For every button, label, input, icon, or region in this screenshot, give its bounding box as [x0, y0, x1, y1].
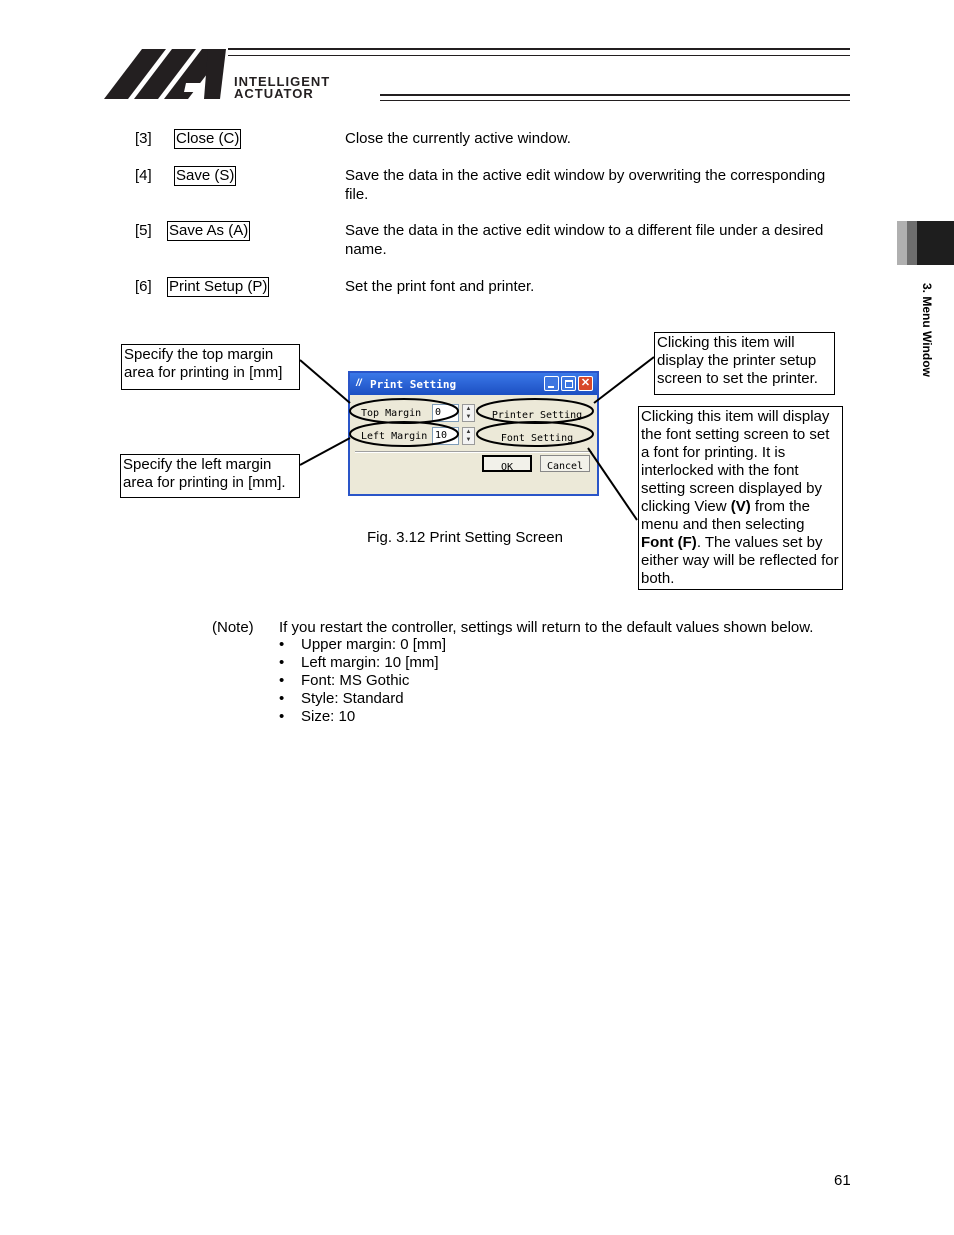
- logo: [104, 48, 850, 100]
- maximize-button[interactable]: [561, 376, 576, 391]
- dialog-title-bar: [350, 373, 597, 395]
- item-5-description: Save the data in the active edit window to a different file under a desired name.: [345, 222, 824, 258]
- callout-left-margin: Specify the left margin area for printing in [mm].: [120, 454, 300, 498]
- item-6-number: [6]: [135, 278, 152, 295]
- spinner-down-icon: ▼: [465, 437, 472, 443]
- spinner-up-icon: ▲: [465, 406, 472, 412]
- list-item: • Size: 10: [279, 708, 356, 725]
- left-margin-input[interactable]: 10: [432, 427, 459, 445]
- spinner-down-icon: ▼: [465, 414, 472, 420]
- callout-printer-setting: Clicking this item will display the printer setup screen to set the printer.: [654, 332, 835, 395]
- top-margin-spinner[interactable]: [462, 404, 475, 422]
- close-icon: ✕: [580, 377, 591, 389]
- leader-printer-setting: [594, 357, 654, 403]
- minimize-icon: [548, 386, 554, 388]
- item-3-number: [3]: [135, 130, 152, 147]
- left-margin-spinner[interactable]: [462, 427, 475, 445]
- item-4-label: Save (S): [176, 167, 235, 184]
- item-3-label: Close (C): [176, 130, 240, 147]
- logo-text-actuator: ACTUATOR: [234, 86, 314, 101]
- logo-text-intelligent: INTELLIGENT: [234, 74, 331, 89]
- dialog-title: Print Setting: [370, 378, 457, 391]
- item-4-description: Save the data in the active edit window by overwriting the corresponding file.: [345, 167, 826, 203]
- top-margin-label: Top Margin: [361, 408, 422, 419]
- minimize-button[interactable]: [544, 376, 559, 391]
- font-setting-button[interactable]: Font Setting: [500, 433, 574, 444]
- note-bullet-list: [279, 636, 446, 726]
- note-label: (Note): [212, 619, 254, 636]
- item-3-description: Close the currently active window.: [345, 130, 571, 147]
- maximize-icon: [565, 380, 573, 388]
- side-tab-label: 3. Menu Window: [920, 283, 934, 377]
- print-setting-dialog: [348, 371, 599, 496]
- callout-font-setting: Clicking this item will display the font setting screen to set a font for printing. It is interlocked with the font setting screen displayed by clicking View (V) from the menu and then selecting Font (F). The values set by either way will be reflected for both.: [638, 406, 843, 590]
- note-text: If you restart the controller, settings will return to the default values shown below.: [279, 619, 814, 636]
- ia-logo-mark: [104, 48, 228, 100]
- dialog-divider: [355, 451, 592, 453]
- figure-caption: Fig. 3.12 Print Setting Screen: [367, 529, 563, 546]
- item-4-number: [4]: [135, 167, 152, 184]
- side-tab: [897, 221, 954, 265]
- item-5-label: Save As (A): [169, 222, 249, 239]
- item-6-description: Set the print font and printer.: [345, 278, 535, 295]
- list-item: • Upper margin: 0 [mm]: [279, 636, 447, 653]
- list-item: • Left margin: 10 [mm]: [279, 654, 439, 671]
- app-icon: //: [356, 378, 362, 389]
- ok-button[interactable]: OK: [482, 455, 532, 472]
- list-item: • Style: Standard: [279, 690, 404, 707]
- top-margin-input[interactable]: 0: [432, 404, 459, 422]
- leader-left-margin: [300, 438, 350, 465]
- list-item: • Font: MS Gothic: [279, 672, 410, 689]
- page-number: 61: [834, 1172, 851, 1189]
- cancel-button[interactable]: Cancel: [540, 455, 590, 472]
- printer-setting-button[interactable]: Printer Setting: [491, 410, 583, 421]
- left-margin-label: Left Margin: [361, 431, 428, 442]
- item-5-number: [5]: [135, 222, 152, 239]
- callout-top-margin: Specify the top margin area for printing in [mm]: [121, 344, 300, 390]
- spinner-up-icon: ▲: [465, 429, 472, 435]
- close-button[interactable]: [578, 376, 593, 391]
- leader-top-margin: [300, 360, 350, 403]
- item-6-label: Print Setup (P): [169, 278, 268, 295]
